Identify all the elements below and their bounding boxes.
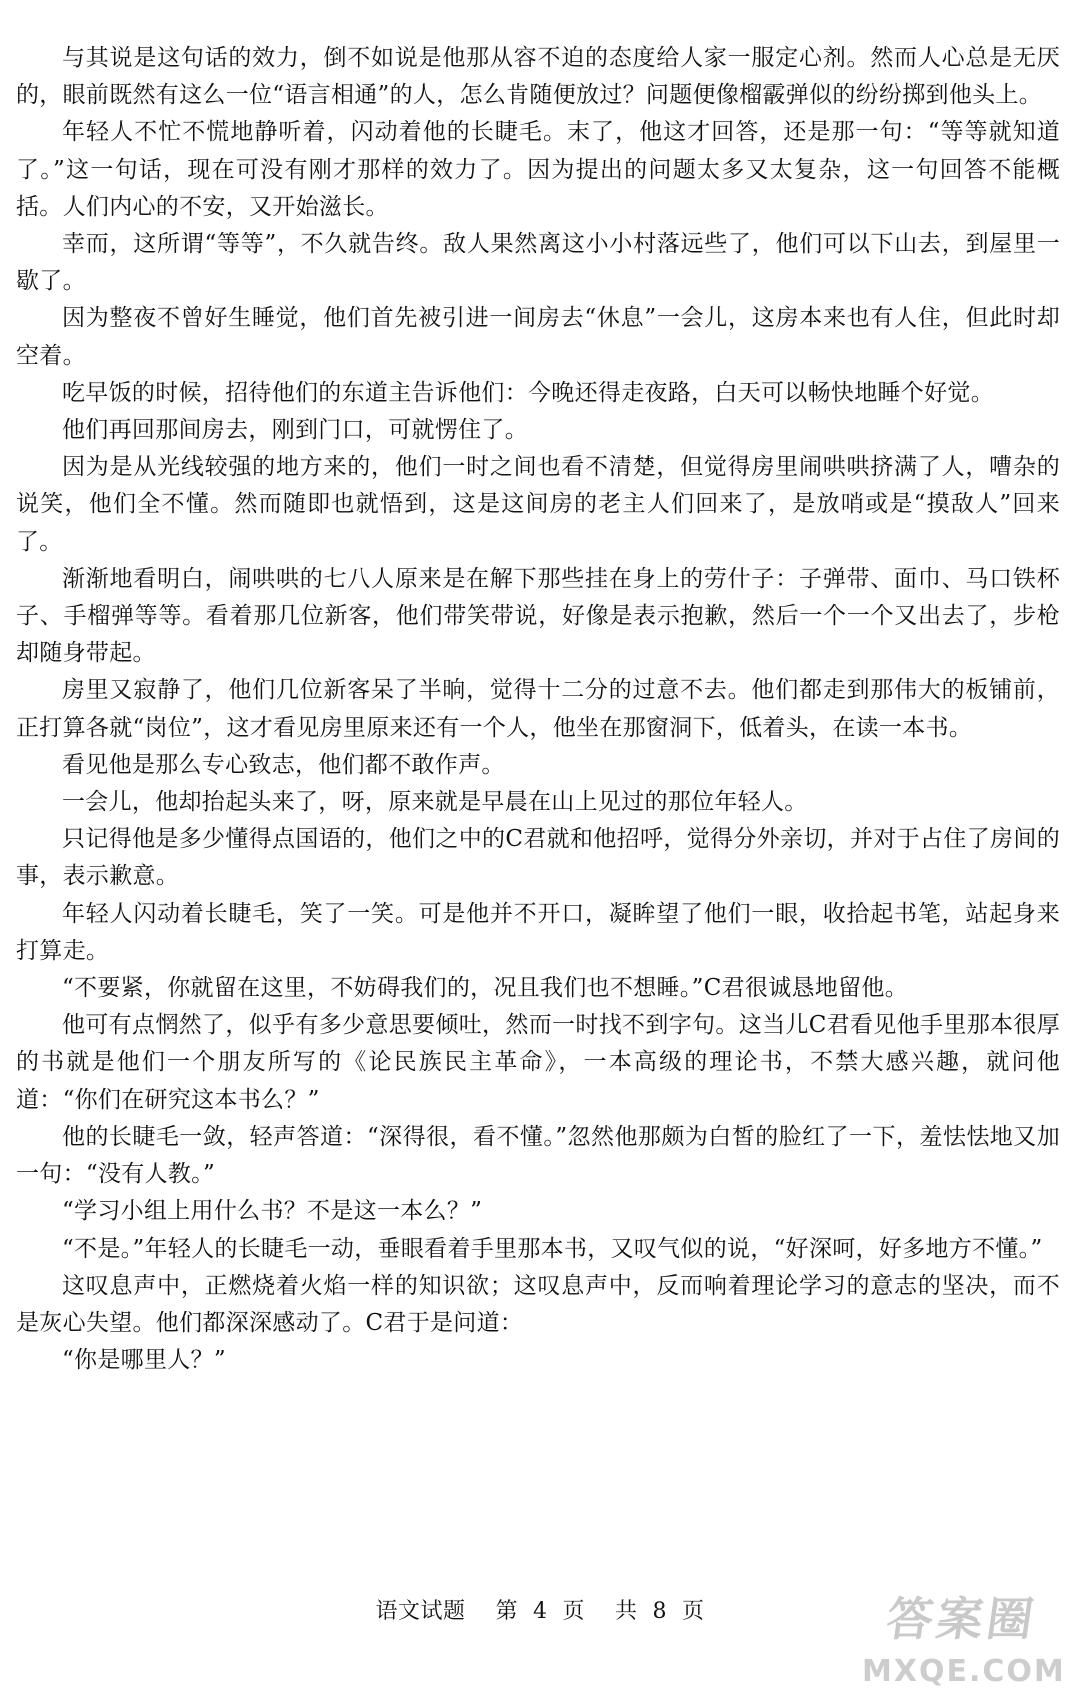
watermark-url: MXQE.COM: [862, 1654, 1066, 1689]
paragraph: 他的长睫毛一敛，轻声答道：“深得很，看不懂。”忽然他那颇为白皙的脸红了一下，羞怯怯地又加一句：“没有人教。”: [16, 1123, 1060, 1188]
paragraph: “不要紧，你就留在这里，不妨碍我们的，况且我们也不想睡。”C君很诚恳地留他。: [62, 975, 909, 1002]
paragraph: 年轻人闪动着长睫毛，笑了一笑。可是他并不开口，凝眸望了他们一眼，收拾起书笔，站起身来打算走。: [16, 900, 1060, 964]
paragraph: 年轻人不忙不慌地静听着，闪动着他的长睫毛。末了，他这才回答，还是那一句：“等等就知道了。”这一句话，现在可没有刚才那样的效力了。因为提出的问题太多又太复杂，这一句回答不能概括。人们内心的不安，又开始滋长。: [16, 119, 1060, 220]
paragraph: “你是哪里人？”: [62, 1347, 226, 1374]
footer-page-prefix: 第: [495, 1599, 518, 1624]
footer-subject: 语文试题: [375, 1599, 466, 1624]
paragraph: “学习小组上用什么书？不是这一本么？”: [62, 1198, 483, 1225]
footer-total-pages: 8: [652, 1599, 667, 1624]
paragraph: 房里又寂静了，他们几位新客呆了半晌，觉得十二分的过意不去。他们都走到那伟大的板铺前，正打算各就“岗位”，这才看见房里原来还有一个人，他坐在那窗洞下，低着头，在读一本书。: [16, 677, 1060, 741]
footer-page-number: 4: [532, 1599, 548, 1624]
paragraph: 与其说是这句话的效力，倒不如说是他那从容不迫的态度给人家一服定心剂。然而人心总是无厌的，眼前既然有这么一位“语言相通”的人，怎么肯随便放过？问题便像榴霰弹似的纷纷掷到他头上。: [16, 45, 1060, 109]
footer-total-unit: 页: [682, 1599, 705, 1624]
paragraph: 一会儿，他却抬起头来了，呀，原来就是早晨在山上见过的那位年轻人。: [62, 789, 808, 816]
paragraph: 他可有点惘然了，似乎有多少意思要倾吐，然而一时找不到字句。这当儿C君看见他手里那本很厚的书就是他们一个朋友所写的《论民族民主革命》，一本高级的理论书，不禁大感兴趣，就问他道：“你们在研究这本书么？”: [16, 1012, 1060, 1113]
paragraph: 因为整夜不曾好生睡觉，他们首先被引进一间房去“休息”一会儿，这房本来也有人住，但此时却空着。: [16, 305, 1060, 369]
paragraph: 渐渐地看明白，闹哄哄的七八人原来是在解下那些挂在身上的劳什子：子弹带、面巾、马口铁杯子、手榴弹等等。看着那几位新客，他们带笑带说，好像是表示抱歉，然后一个一个又出去了，步枪却随身带起。: [16, 565, 1060, 667]
site-watermark: [862, 1586, 1066, 1698]
paragraph: 看见他是那么专心致志，他们都不敢作声。: [62, 751, 505, 778]
watermark-logo-text: 答案圈: [883, 1592, 1041, 1646]
footer-page-unit: 页: [562, 1599, 585, 1624]
passage-body: [16, 40, 1060, 1379]
footer-total-prefix: 共: [614, 1599, 638, 1624]
paragraph: 幸而，这所谓“等等”，不久就告终。敌人果然离这小小村落远些了，他们可以下山去，到屋里一歇了。: [16, 231, 1060, 295]
paragraph: 他们再回那间房去，刚到门口，可就愣住了。: [62, 417, 528, 444]
paragraph: 吃早饭的时候，招待他们的东道主告诉他们：今晚还得走夜路，白天可以畅快地睡个好觉。: [62, 379, 994, 406]
paragraph: 因为是从光线较强的地方来的，他们一时之间也看不清楚，但觉得房里闹哄哄挤满了人，嘈杂的说笑，他们全不懂。然而随即也就悟到，这是这间房的老主人们回来了，是放哨或是“摸敌人”回来了。: [16, 454, 1060, 555]
paragraph: “不是。”年轻人的长睫毛一动，垂眼看着手里那本书，又叹气似的说，“好深呵，好多地方不懂。”: [62, 1235, 1043, 1262]
paragraph: 只记得他是多少懂得点国语的，他们之中的C君就和他招呼，觉得分外亲切，并对于占住了房间的事，表示歉意。: [16, 826, 1060, 890]
paragraph: 这叹息声中，正燃烧着火焰一样的知识欲；这叹息声中，反而响着理论学习的意志的坚决，而不是灰心失望。他们都深深感动了。C君于是问道：: [16, 1272, 1060, 1336]
